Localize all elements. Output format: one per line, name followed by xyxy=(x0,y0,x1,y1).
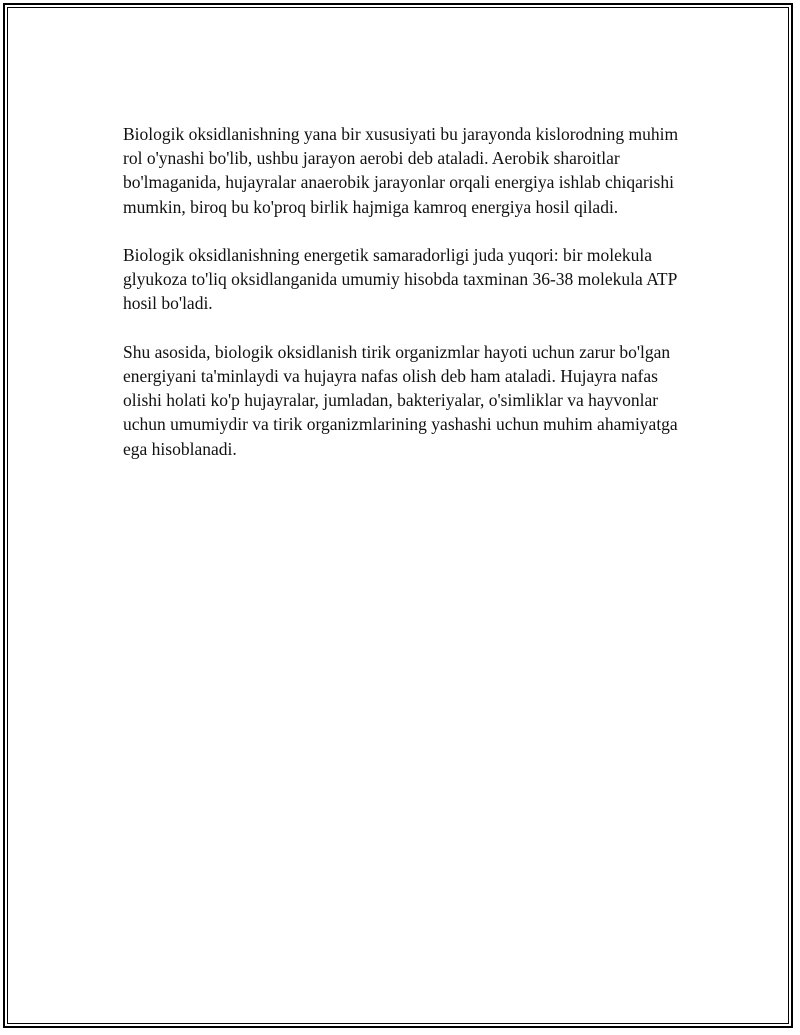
paragraph-cellular-respiration: Shu asosida, biologik oksidlanish tirik organizmlar hayoti uchun zarur bo'lgan energiyani ta'minlaydi va hujayra nafas olish deb ham ataladi. Hujayra nafas olishi holati ko'p hujayralar, jumladan, bakteriyalar, o'simliklar va hayvonlar uchun umumiydir va tirik organizmlarining yashashi uchun muhim ahamiyatga ega hisoblanadi. xyxy=(123,341,678,459)
document-body xyxy=(123,122,683,485)
paragraph-energy-efficiency: Biologik oksidlanishning energetik samaradorligi juda yuqori: bir molekula glyukoza to'liq oksidlanganida umumiy hisobda taxminan 36-38 molekula ATP hosil bo'ladi. xyxy=(123,245,677,314)
paragraph-aerobic: Biologik oksidlanishning yana bir xususiyati bu jarayonda kislorodning muhim rol o'ynashi bo'lib, ushbu jarayon aerobi deb ataladi. Aerobik sharoitlar bo'lmaganida, hujayralar anaerobik jarayonlar orqali energiya ishlab chiqarishi mumkin, biroq bu ko'proq birlik hajmiga kamroq energiya hosil qiladi. xyxy=(123,124,679,217)
page-border xyxy=(3,3,793,1028)
